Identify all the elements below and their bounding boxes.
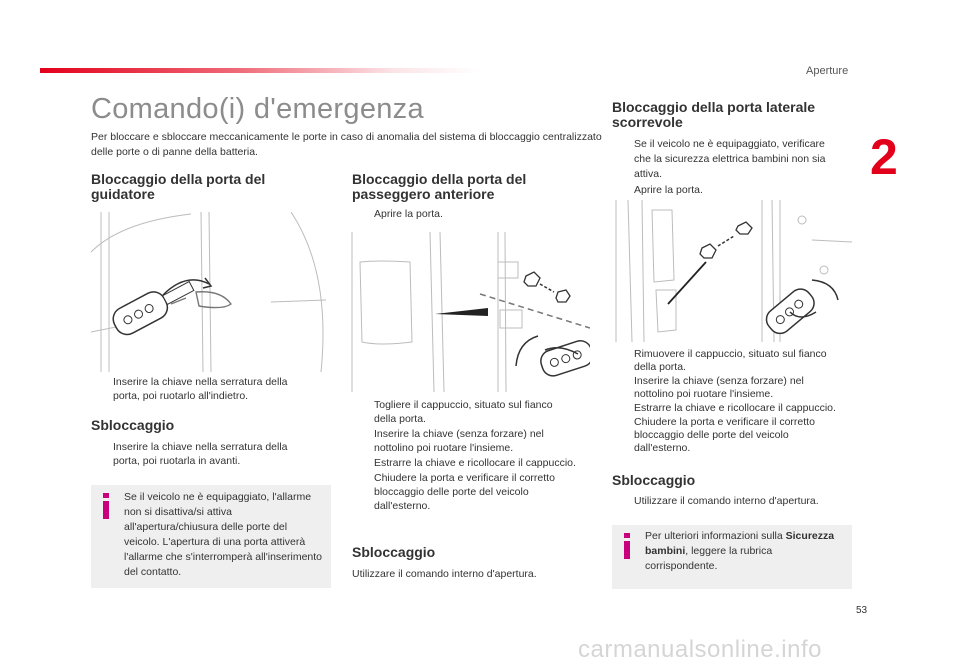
driver-info-text: Se il veicolo ne è equipaggiato, l'allarme non si disattiva/si attiva all'apertura/chiusura delle porte del veicolo. L'apertura di una porta attiverà l'allarme che s'interromperà all'inserimento del contatto. bbox=[124, 491, 323, 578]
list-item: Estrarre la chiave e ricollocare il cappuccio. bbox=[374, 457, 576, 469]
passenger-lock-heading: Bloccaggio della porta del passeggero anteriore bbox=[352, 171, 527, 202]
list-item: Inserire la chiave nella serratura della porta, poi ruotarlo all'indietro. bbox=[113, 376, 288, 402]
list-item: Chiudere la porta e verificare il corretto bloccaggio delle porte del veicolo dall'esterno. bbox=[634, 416, 815, 454]
sliding-info-text bbox=[645, 529, 845, 574]
list-item: Rimuovere il cappuccio, situato sul fianco della porta. bbox=[634, 348, 827, 373]
sliding-lock-heading: Bloccaggio della porta laterale scorrevole bbox=[612, 99, 816, 130]
chapter-number: 2 bbox=[870, 129, 898, 185]
info-icon bbox=[622, 533, 632, 559]
child-safety-term: Sicurezza bambini bbox=[645, 530, 835, 557]
info-text-lead: Per ulteriori informazioni sulla bbox=[645, 530, 786, 542]
list-item: Inserire la chiave (senza forzare) nel nottolino poi ruotare l'insieme. bbox=[634, 375, 804, 400]
sliding-info-box bbox=[612, 525, 852, 589]
footer-watermark: carmanualsonline.info bbox=[578, 636, 822, 663]
sliding-pre-steps bbox=[612, 137, 844, 198]
driver-info-box bbox=[91, 485, 331, 588]
list-item: Inserire la chiave (senza forzare) nel nottolino poi ruotare l'insieme. bbox=[374, 428, 544, 454]
driver-unlock-steps bbox=[91, 440, 311, 469]
list-item: Inserire la chiave nella serratura della porta, poi ruotarla in avanti. bbox=[113, 441, 288, 467]
page-title: Comando(i) d'emergenza bbox=[91, 93, 424, 125]
sliding-unlock-heading: Sbloccaggio bbox=[612, 472, 696, 488]
page-number: 53 bbox=[856, 605, 868, 616]
header-accent-bar bbox=[40, 68, 480, 73]
list-item: Aprire la porta. bbox=[634, 184, 703, 196]
info-icon bbox=[101, 493, 111, 519]
sliding-steps bbox=[612, 348, 844, 456]
driver-lock-steps bbox=[91, 375, 311, 404]
list-item: Utilizzare il comando interno d'apertura. bbox=[634, 495, 819, 507]
driver-unlock-heading: Sbloccaggio bbox=[91, 417, 175, 433]
list-item: Togliere il cappuccio, situato sul fianco della porta. bbox=[374, 399, 553, 425]
section-name: Aperture bbox=[806, 65, 849, 77]
list-item: Se il veicolo ne è equipaggiato, verificare che la sicurezza elettrica bambini non sia attiva. bbox=[634, 138, 826, 180]
list-item: Aprire la porta. bbox=[374, 208, 443, 220]
passenger-steps bbox=[352, 398, 577, 514]
passenger-pre-steps bbox=[352, 207, 582, 222]
driver-door-illustration bbox=[91, 212, 331, 372]
list-item: Estrarre la chiave e ricollocare il cappuccio. bbox=[634, 402, 836, 414]
driver-lock-heading: Bloccaggio della porta del guidatore bbox=[91, 171, 266, 202]
list-item: Chiudere la porta e verificare il corretto bloccaggio delle porte del veicolo dall'esterno. bbox=[374, 472, 555, 512]
info-text-tail: , leggere la rubrica corrispondente. bbox=[645, 545, 773, 572]
sliding-unlock-steps bbox=[612, 494, 844, 509]
intro-text: Per bloccare e sbloccare meccanicamente le porte in caso di anomalia del sistema di bloccaggio centralizzato delle porte o di panne della batteria. bbox=[91, 131, 602, 158]
passenger-door-illustration bbox=[350, 232, 590, 392]
sliding-door-illustration bbox=[612, 200, 852, 342]
passenger-unlock-heading: Sbloccaggio bbox=[352, 544, 436, 560]
passenger-unlock-text: Utilizzare il comando interno d'apertura. bbox=[352, 568, 537, 580]
